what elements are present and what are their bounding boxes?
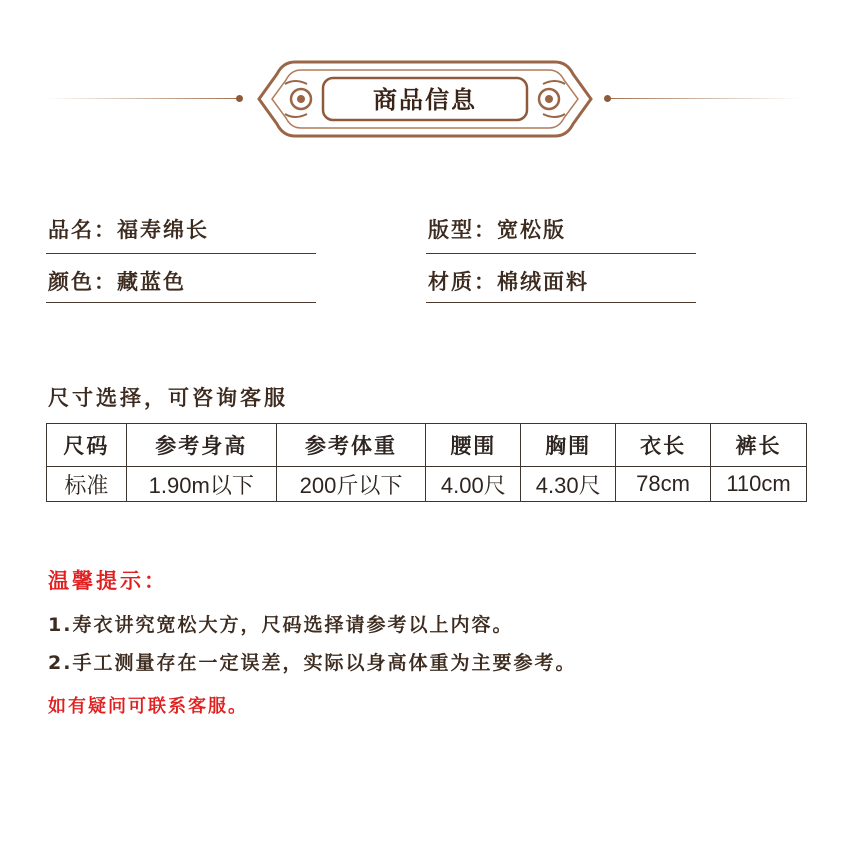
tips-title: 温馨提示： — [48, 569, 168, 593]
info-material — [428, 266, 589, 296]
header-top-length: 衣长 — [616, 424, 711, 467]
info-fit-value: 宽松版 — [497, 218, 566, 242]
table-row — [47, 467, 807, 502]
cell-size: 标准 — [47, 467, 127, 502]
cell-waist: 4.00尺 — [426, 467, 521, 502]
header-divider-right — [606, 98, 801, 99]
info-color-underline — [46, 302, 316, 303]
info-name-value: 福寿绵长 — [117, 218, 209, 242]
size-table-header-row — [47, 424, 807, 467]
info-fit — [428, 214, 566, 244]
tip-note-1: 1.寿衣讲究宽松大方，尺码选择请参考以上内容。 — [48, 614, 514, 636]
info-name-label: 品名： — [48, 218, 117, 242]
info-name — [48, 214, 209, 244]
header-pants-length: 裤长 — [711, 424, 807, 467]
info-fit-label: 版型： — [428, 218, 497, 242]
info-material-value: 棉绒面料 — [497, 270, 589, 294]
scroll-ornament-left-icon — [285, 81, 311, 117]
info-fit-underline — [426, 253, 696, 254]
header-ref-weight: 参考体重 — [276, 424, 426, 467]
cell-ref-height: 1.90m以下 — [126, 467, 276, 502]
header-ref-height: 参考身高 — [126, 424, 276, 467]
info-color — [48, 266, 186, 296]
cell-chest: 4.30尺 — [521, 467, 616, 502]
header-chest: 胸围 — [521, 424, 616, 467]
info-color-label: 颜色： — [48, 270, 117, 294]
info-name-underline — [46, 253, 316, 254]
cell-ref-weight: 200斤以下 — [276, 467, 426, 502]
cell-top-length: 78cm — [616, 467, 711, 502]
size-table — [46, 423, 807, 502]
size-section-title: 尺寸选择，可咨询客服 — [48, 386, 288, 410]
header-size: 尺码 — [47, 424, 127, 467]
scroll-ornament-right-icon — [539, 81, 565, 117]
cell-pants-length: 110cm — [711, 467, 807, 502]
tip-note-2: 2.手工测量存在一定误差，实际以身高体重为主要参考。 — [48, 652, 577, 674]
header-dot-left — [236, 95, 243, 102]
header-divider-left — [45, 98, 240, 99]
page-title: 商品信息 — [373, 86, 477, 114]
info-material-label: 材质： — [428, 270, 497, 294]
contact-note: 如有疑问可联系客服。 — [48, 696, 248, 717]
info-material-underline — [426, 302, 696, 303]
info-color-value: 藏蓝色 — [117, 270, 186, 294]
header-waist: 腰围 — [426, 424, 521, 467]
header-dot-right — [604, 95, 611, 102]
